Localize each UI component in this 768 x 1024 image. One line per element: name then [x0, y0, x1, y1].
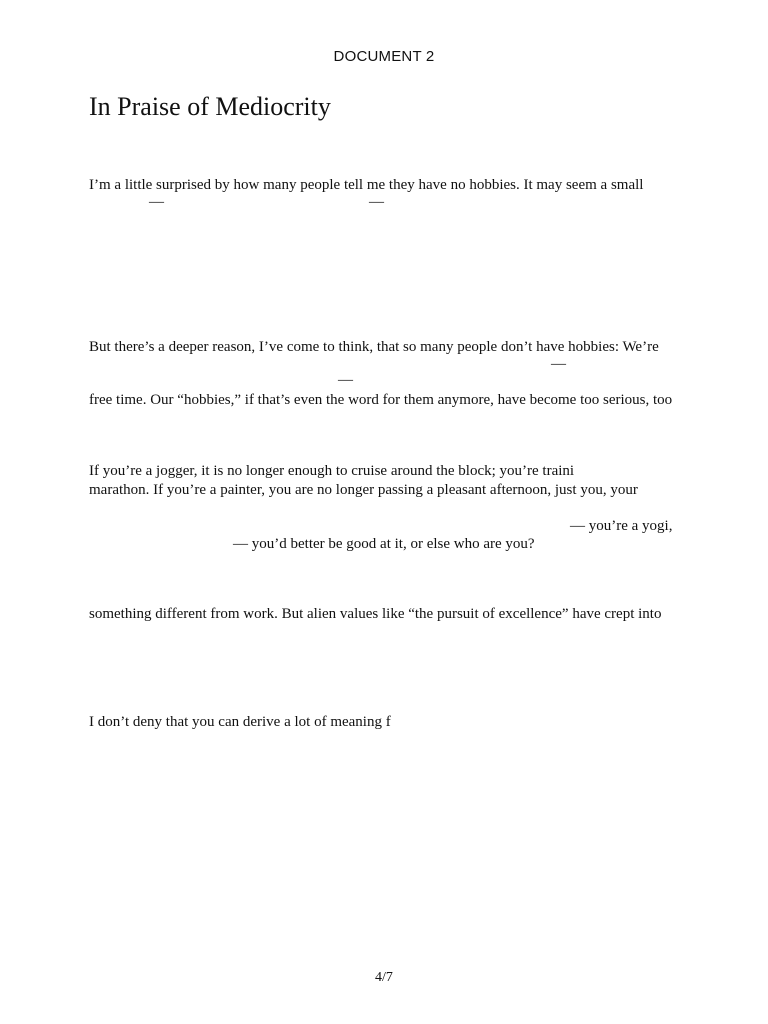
paragraph-2-dash-2: —	[338, 372, 353, 388]
article-title: In Praise of Mediocrity	[89, 92, 331, 121]
paragraph-2-dash-1: —	[551, 356, 566, 372]
paragraph-3-line-3: — you’re a yogi,	[570, 518, 673, 534]
paragraph-1-dash-1: —	[149, 194, 164, 210]
paragraph-4-line-1: something different from work. But alien values like “the pursuit of excellence” have crept into	[89, 606, 662, 622]
paragraph-3-line-4: — you’d better be good at it, or else who are you?	[233, 536, 535, 552]
page-number: 4/7	[375, 970, 393, 985]
paragraph-3-line-1: If you’re a jogger, it is no longer enough to cruise around the block; you’re traini	[89, 463, 575, 479]
paragraph-1-dash-2: —	[369, 194, 384, 210]
document-header: DOCUMENT 2	[333, 48, 435, 65]
paragraph-3-line-2: marathon. If you’re a painter, you are no longer passing a pleasant afternoon, just you, your	[89, 482, 638, 498]
paragraph-1-line-1: I’m a little surprised by how many people tell me they have no hobbies. It may seem a small	[89, 177, 644, 193]
paragraph-2-line-1: But there’s a deeper reason, I’ve come to think, that so many people don’t have hobbies: We’re	[89, 339, 659, 355]
paragraph-2-line-2: free time. Our “hobbies,” if that’s even the word for them anymore, have become too serious, too	[89, 392, 673, 408]
paragraph-5-line-1: I don’t deny that you can derive a lot of meaning f	[89, 714, 391, 730]
